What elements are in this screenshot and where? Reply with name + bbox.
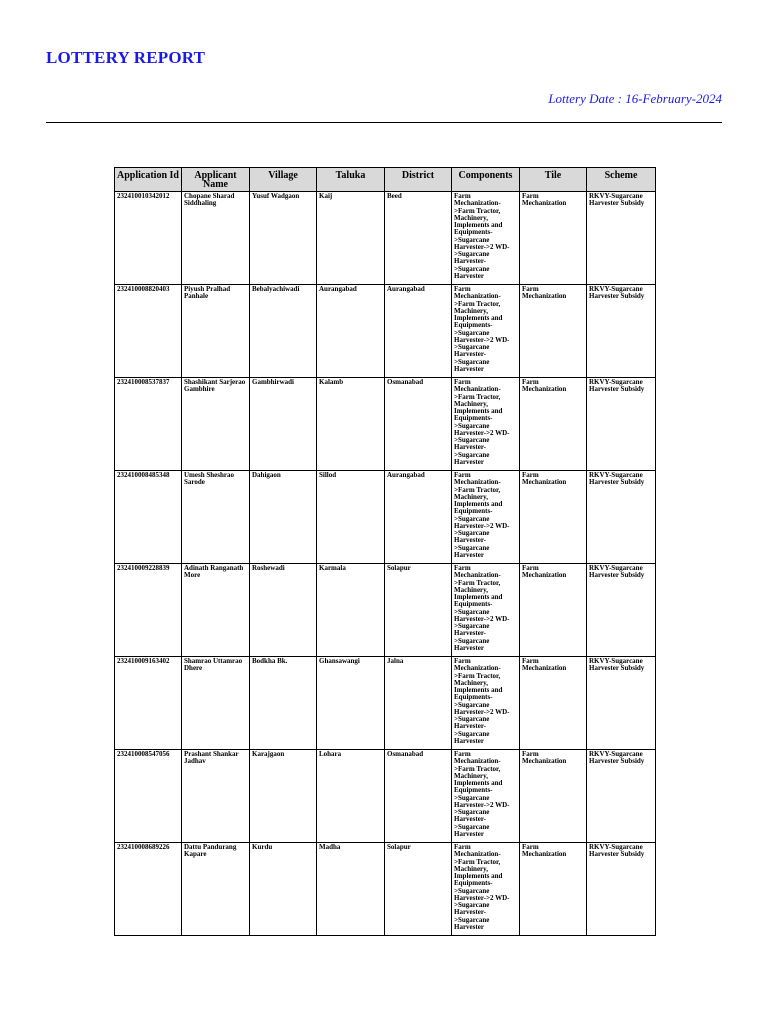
cell-village: Roshewadi: [250, 564, 317, 657]
cell-taluka: Karmala: [317, 564, 385, 657]
cell-applicant-name: Dattu Pandurang Kapare: [182, 843, 250, 936]
cell-scheme: RKVY-Sugarcane Harvester Subsidy: [587, 378, 656, 471]
cell-components: Farm Mechanization->Farm Tractor, Machinery, Implements and Equipments->Sugarcane Harvester->2 WD->Sugarcane Harvester->Sugarcane Harvester: [452, 657, 520, 750]
cell-tile: Farm Mechanization: [520, 192, 587, 285]
cell-district: Aurangabad: [385, 471, 452, 564]
header-district: District: [385, 168, 452, 192]
cell-application-id: 232410009163402: [115, 657, 182, 750]
cell-district: Aurangabad: [385, 285, 452, 378]
cell-scheme: RKVY-Sugarcane Harvester Subsidy: [587, 843, 656, 936]
cell-applicant-name: Adinath Ranganath More: [182, 564, 250, 657]
cell-district: Solapur: [385, 843, 452, 936]
cell-application-id: 232410010342012: [115, 192, 182, 285]
cell-village: Yusuf Wadgaon: [250, 192, 317, 285]
cell-district: Beed: [385, 192, 452, 285]
cell-village: Dahigaon: [250, 471, 317, 564]
header-village: Village: [250, 168, 317, 192]
cell-scheme: RKVY-Sugarcane Harvester Subsidy: [587, 750, 656, 843]
cell-application-id: 232410008537837: [115, 378, 182, 471]
header-divider: [46, 122, 722, 123]
cell-application-id: 232410008820403: [115, 285, 182, 378]
cell-taluka: Kaij: [317, 192, 385, 285]
cell-village: Kurdu: [250, 843, 317, 936]
cell-taluka: Ghansawangi: [317, 657, 385, 750]
cell-applicant-name: Umesh Sheshrao Sarode: [182, 471, 250, 564]
cell-village: Bodkha Bk.: [250, 657, 317, 750]
cell-application-id: 232410008485348: [115, 471, 182, 564]
cell-scheme: RKVY-Sugarcane Harvester Subsidy: [587, 285, 656, 378]
cell-components: Farm Mechanization->Farm Tractor, Machinery, Implements and Equipments->Sugarcane Harvester->2 WD->Sugarcane Harvester->Sugarcane Harvester: [452, 471, 520, 564]
table-row: [115, 843, 656, 936]
header-applicant-name: Applicant Name: [182, 168, 250, 192]
lottery-table: [114, 167, 656, 936]
header-application-id: Application Id: [115, 168, 182, 192]
cell-applicant-name: Chopane Sharad Siddhaling: [182, 192, 250, 285]
cell-applicant-name: Shashikant Sarjerao Gambhire: [182, 378, 250, 471]
cell-tile: Farm Mechanization: [520, 378, 587, 471]
table-body: [115, 192, 656, 936]
cell-scheme: RKVY-Sugarcane Harvester Subsidy: [587, 192, 656, 285]
report-title: LOTTERY REPORT: [46, 48, 206, 67]
cell-components: Farm Mechanization->Farm Tractor, Machinery, Implements and Equipments->Sugarcane Harvester->2 WD->Sugarcane Harvester->Sugarcane Harvester: [452, 285, 520, 378]
cell-scheme: RKVY-Sugarcane Harvester Subsidy: [587, 471, 656, 564]
cell-application-id: 232410008689226: [115, 843, 182, 936]
header-components: Components: [452, 168, 520, 192]
cell-taluka: Madha: [317, 843, 385, 936]
table-row: [115, 471, 656, 564]
cell-tile: Farm Mechanization: [520, 657, 587, 750]
cell-taluka: Aurangabad: [317, 285, 385, 378]
cell-application-id: 232410009228839: [115, 564, 182, 657]
header-taluka: Taluka: [317, 168, 385, 192]
table-row: [115, 378, 656, 471]
lottery-date: Lottery Date : 16-February-2024: [548, 91, 722, 106]
cell-district: Osmanabad: [385, 750, 452, 843]
cell-village: Bebalyachiwadi: [250, 285, 317, 378]
cell-application-id: 232410008547056: [115, 750, 182, 843]
cell-village: Gambhirwadi: [250, 378, 317, 471]
cell-applicant-name: Prashant Shankar Jadhav: [182, 750, 250, 843]
cell-scheme: RKVY-Sugarcane Harvester Subsidy: [587, 657, 656, 750]
cell-taluka: Lohara: [317, 750, 385, 843]
header-tile: Tile: [520, 168, 587, 192]
cell-components: Farm Mechanization->Farm Tractor, Machinery, Implements and Equipments->Sugarcane Harvester->2 WD->Sugarcane Harvester->Sugarcane Harvester: [452, 750, 520, 843]
cell-tile: Farm Mechanization: [520, 285, 587, 378]
cell-taluka: Kalamb: [317, 378, 385, 471]
table-row: [115, 657, 656, 750]
cell-tile: Farm Mechanization: [520, 564, 587, 657]
header-row: [115, 168, 656, 192]
table-row: [115, 192, 656, 285]
cell-district: Osmanabad: [385, 378, 452, 471]
cell-components: Farm Mechanization->Farm Tractor, Machinery, Implements and Equipments->Sugarcane Harvester->2 WD->Sugarcane Harvester->Sugarcane Harvester: [452, 843, 520, 936]
table-header: [115, 168, 656, 192]
cell-taluka: Sillod: [317, 471, 385, 564]
cell-components: Farm Mechanization->Farm Tractor, Machinery, Implements and Equipments->Sugarcane Harvester->2 WD->Sugarcane Harvester->Sugarcane Harvester: [452, 378, 520, 471]
cell-components: Farm Mechanization->Farm Tractor, Machinery, Implements and Equipments->Sugarcane Harvester->2 WD->Sugarcane Harvester->Sugarcane Harvester: [452, 564, 520, 657]
cell-tile: Farm Mechanization: [520, 843, 587, 936]
cell-applicant-name: Shamrao Uttamrao Dhere: [182, 657, 250, 750]
table-row: [115, 750, 656, 843]
cell-scheme: RKVY-Sugarcane Harvester Subsidy: [587, 564, 656, 657]
cell-applicant-name: Piyush Pralhad Panhale: [182, 285, 250, 378]
cell-district: Jalna: [385, 657, 452, 750]
cell-district: Solapur: [385, 564, 452, 657]
cell-tile: Farm Mechanization: [520, 750, 587, 843]
cell-tile: Farm Mechanization: [520, 471, 587, 564]
cell-components: Farm Mechanization->Farm Tractor, Machinery, Implements and Equipments->Sugarcane Harvester->2 WD->Sugarcane Harvester->Sugarcane Harvester: [452, 192, 520, 285]
cell-village: Karajgaon: [250, 750, 317, 843]
table-row: [115, 285, 656, 378]
header-scheme: Scheme: [587, 168, 656, 192]
table-row: [115, 564, 656, 657]
